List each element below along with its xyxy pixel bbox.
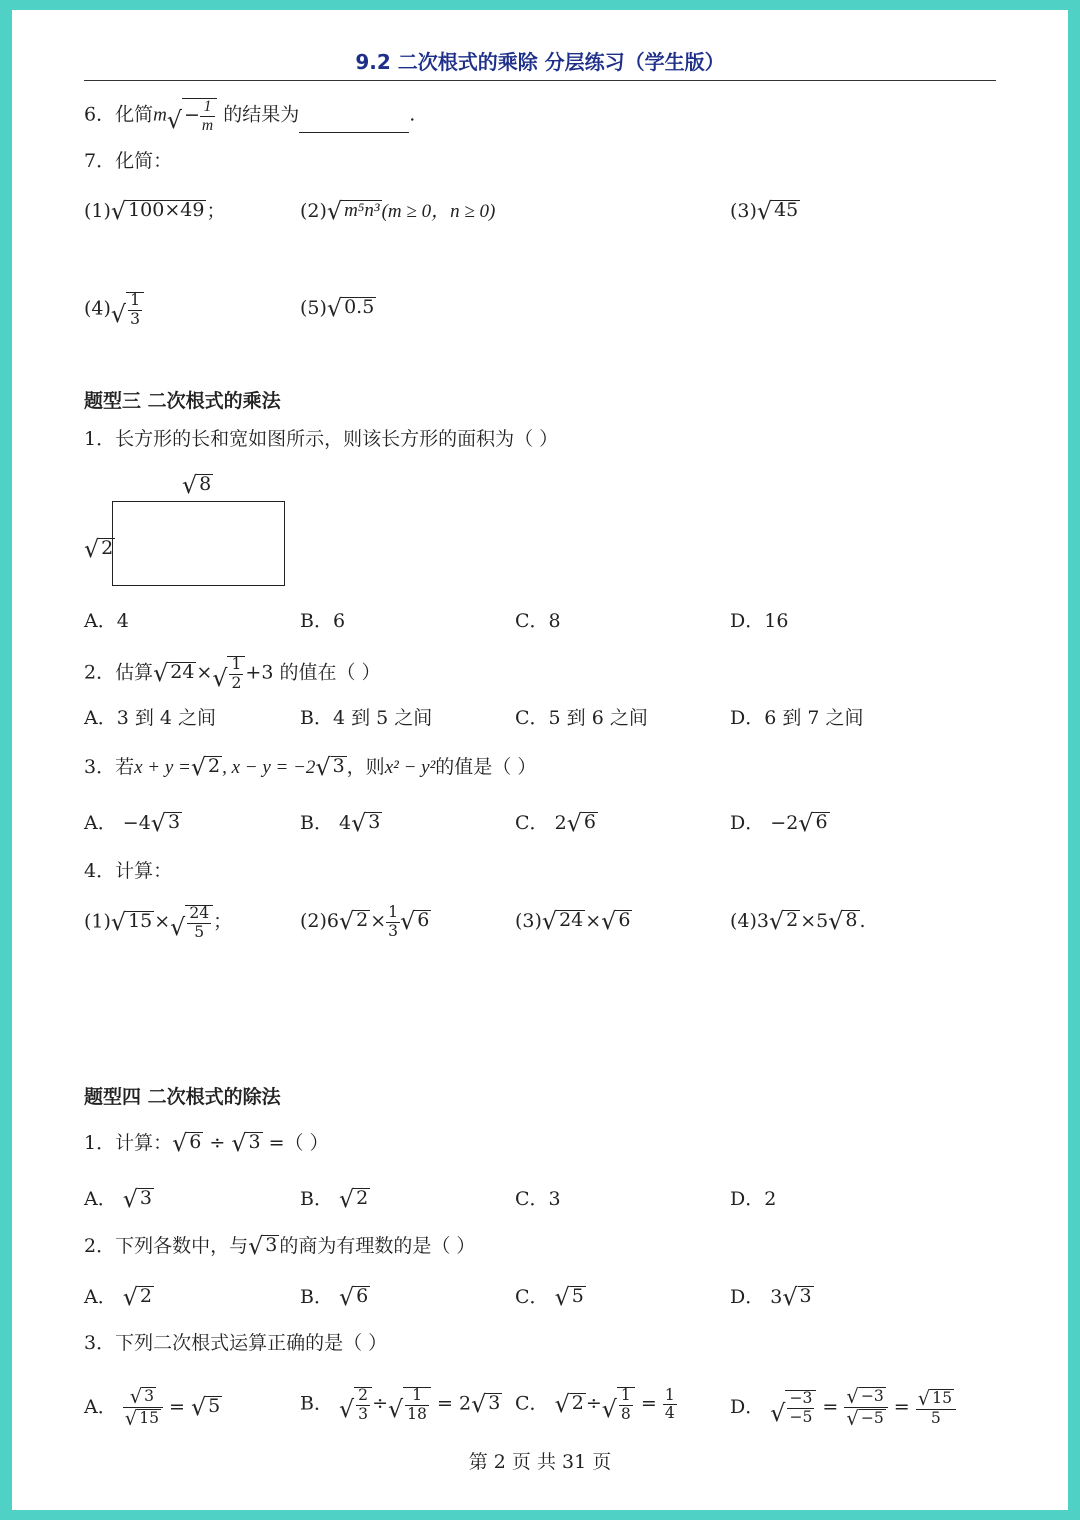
s3q3-option-c[interactable]: C． 2 √ 6 (515, 809, 596, 838)
s3q3-option-d[interactable]: D． −2 √ 6 (730, 809, 828, 838)
s3q4-part-1: (1) √ 15 × √ $\frac{24}{5}$ ； (84, 904, 233, 942)
s4q2-option-a[interactable]: A． √ 2 (84, 1283, 153, 1312)
section-title-4: 题型四 二次根式的除法 (84, 1086, 281, 1108)
s3q4-part-2: (2)6 √ 2 × $\frac{1}{3}$ √ 6 (300, 903, 430, 940)
s4q3-option-c[interactable]: C． √ 2 ÷ √ $\frac{1}{8}$ = $\frac{1}{4}$ (515, 1385, 675, 1424)
s4-question-2: 2．下列各数中，与 √ 3 的商为有理数的是（ ） (84, 1232, 476, 1261)
s3q1-option-c[interactable]: C．8 (515, 610, 561, 632)
rectangle-figure (112, 501, 285, 586)
s4q3-option-b[interactable]: B． √ $\frac{2}{3}$ ÷ √ $\frac{1}{18}$ = 2 √ 3 (300, 1386, 501, 1424)
s3-question-4-label: 4．计算： (84, 860, 173, 882)
s4q3-option-a[interactable]: A． √ 3 √ 15 = √ 5 (84, 1385, 221, 1431)
s4q1-option-b[interactable]: B． √ 2 (300, 1185, 369, 1214)
page-footer: 第 2 页 共 31 页 (468, 1451, 612, 1473)
rect-width-label: √ 2 (84, 535, 114, 564)
header-rule (84, 80, 996, 81)
s4q3-option-d[interactable]: D． √ $\frac{-3}{-5}$ = √ −3 √ −5 = √ 15 5 (730, 1387, 956, 1429)
s4q2-option-b[interactable]: B． √ 6 (300, 1283, 369, 1312)
q7-part-1: (1) √ 100×49 ； (84, 197, 226, 226)
s4q2-option-c[interactable]: C． √ 5 (515, 1283, 584, 1312)
page-header-title: 9.2 二次根式的乘除 分层练习（学生版） (355, 50, 725, 74)
document-page (12, 10, 1068, 1510)
question-7-label: 7．化简： (84, 150, 173, 172)
question-6: 6．化简m √ − $\frac{1}{m}$ 的结果为 . (84, 98, 416, 135)
s3-question-3: 3．若x + y = √ 2 , x − y = −2 √ 3 ，则x² − y²的值是（ ） (84, 753, 537, 782)
s4-question-3: 3．下列二次根式运算正确的是（ ） (84, 1332, 388, 1354)
q7-part-4: (4) √ $\frac{1}{3}$ (84, 292, 144, 327)
s3q1-option-d[interactable]: D．16 (730, 610, 789, 632)
s3q4-part-3: (3) √ 24 × √ 6 (515, 907, 631, 936)
s3q3-option-a[interactable]: A． −4 √ 3 (84, 809, 181, 838)
q7-part-2: (2) √ m⁵n³ (m ≥ 0，n ≥ 0) (300, 197, 496, 226)
s3-question-1: 1．长方形的长和宽如图所示，则该长方形的面积为（ ） (84, 428, 559, 450)
radical: √ − $\frac{1}{m}$ (167, 98, 217, 133)
s3q1-option-b[interactable]: B．6 (300, 610, 346, 632)
s4q1-option-c[interactable]: C．3 (515, 1188, 561, 1210)
s3q4-part-4: (4)3 √ 2 ×5 √ 8 . (730, 907, 866, 936)
s4q1-option-a[interactable]: A． √ 3 (84, 1185, 153, 1214)
s3q1-option-a[interactable]: A．4 (84, 610, 129, 632)
s3q3-option-b[interactable]: B． 4 √ 3 (300, 809, 381, 838)
answer-blank[interactable] (299, 112, 409, 133)
s4q2-option-d[interactable]: D． 3 √ 3 (730, 1283, 812, 1312)
s3q2-option-d[interactable]: D．6 到 7 之间 (730, 707, 864, 729)
s3q2-option-a[interactable]: A．3 到 4 之间 (84, 707, 217, 729)
q7-part-5: (5) √ 0.5 (300, 294, 375, 323)
s3-question-2: 2．估算 √ 24 × √ $\frac{1}{2}$ +3 的值在（ ） (84, 655, 381, 693)
s4q1-option-d[interactable]: D．2 (730, 1188, 777, 1210)
s4-question-1: 1．计算： √ 6 ÷ √ 3 =（ ） (84, 1129, 329, 1158)
s3q2-option-c[interactable]: C．5 到 6 之间 (515, 707, 648, 729)
section-title-3: 题型三 二次根式的乘法 (84, 390, 281, 412)
rect-length-label: √ 8 (182, 471, 212, 500)
s3q2-option-b[interactable]: B．4 到 5 之间 (300, 707, 433, 729)
q7-part-3: (3) √ 45 (730, 197, 799, 226)
